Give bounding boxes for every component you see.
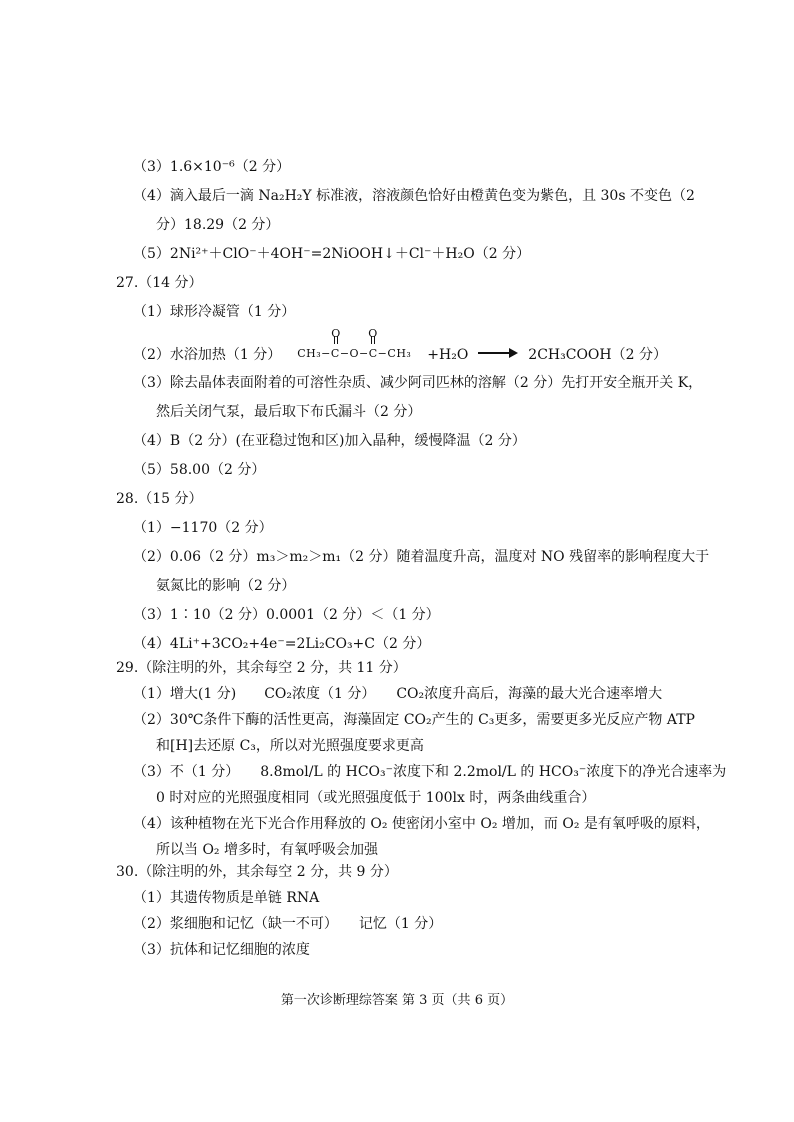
- answer-29-4-cont: 所以当 O₂ 增多时，有氧呼吸会加强: [156, 842, 378, 858]
- answer-30-1: （1）其遗传物质是单链 RNA: [133, 890, 320, 906]
- double-bond-1b: [337, 336, 339, 344]
- answer-27-2-prefix: （2）水浴加热（1 分）: [133, 347, 282, 363]
- answer-26-3: （3）1.6×10⁻⁶（2 分）: [133, 159, 291, 175]
- answer-27-1: （1）球形冷凝管（1 分）: [133, 304, 296, 320]
- answer-27-4: （4）B（2 分）(在亚稳过饱和区)加入晶种，缓慢降温（2 分）: [133, 433, 526, 449]
- anhydride-chain: CH₃−C−O−C−CH₃: [297, 347, 412, 360]
- answer-29-3-cont: 0 时对应的光照强度相同（或光照强度低于 100lx 时，两条曲线重合）: [156, 790, 596, 806]
- answer-29-3: （3）不（1 分） 8.8mol/L 的 HCO₃⁻浓度下和 2.2mol/L 的 HCO₃⁻浓度下的净光合速率为: [133, 764, 727, 780]
- question-30-heading: 30.（除注明的外，其余每空 2 分，共 9 分）: [116, 864, 398, 880]
- answer-28-2: （2）0.06（2 分）m₃＞m₂＞m₁（2 分）随着温度升高，温度对 NO 残留率的影响程度大于: [133, 549, 710, 565]
- answer-29-4: （4）该种植物在光下光合作用释放的 O₂ 使密闭小室中 O₂ 增加，而 O₂ 是有氧呼吸的原料，: [133, 816, 710, 832]
- water-term: +H₂O: [427, 347, 469, 363]
- answer-30-2: （2）浆细胞和记忆（缺一不可） 记忆（1 分）: [133, 916, 443, 932]
- double-bond-2: [371, 336, 373, 344]
- answer-26-5: （5）2Ni²⁺＋ClO⁻＋4OH⁻=2NiOOH↓＋Cl⁻＋H₂O（2 分）: [133, 246, 531, 262]
- question-27-heading: 27.（14 分）: [116, 275, 203, 291]
- question-29-heading: 29.（除注明的外，其余每空 2 分，共 11 分）: [116, 660, 407, 676]
- answer-26-4-cont: 分）18.29（2 分）: [156, 217, 280, 233]
- answer-26-4: （4）滴入最后一滴 Na₂H₂Y 标准液，溶液颜色恰好由橙黄色变为紫色，且 30s 不变色（2: [133, 188, 695, 204]
- reaction-arrow-icon: [478, 348, 518, 358]
- double-bond-2b: [374, 336, 376, 344]
- answer-30-3: （3）抗体和记忆细胞的浓度: [133, 942, 310, 958]
- answer-29-1: （1）增大(1 分) CO₂浓度（1 分） CO₂浓度升高后，海藻的最大光合速率增大: [133, 686, 663, 702]
- carbonyl-oxygen-2: O: [368, 327, 378, 340]
- acetic-anhydride-structure: [297, 327, 427, 363]
- answer-28-2-cont: 氨氮比的影响（2 分）: [156, 578, 296, 594]
- answer-27-3: （3）除去晶体表面附着的可溶性杂质、减少阿司匹林的溶解（2 分）先打开安全瓶开关 K，: [133, 375, 703, 391]
- answer-28-1: （1）−1170（2 分）: [133, 520, 273, 536]
- answer-29-2: （2）30℃条件下酶的活性更高，海藻固定 CO₂产生的 C₃更多，需要更多光反应产物 ATP: [133, 712, 695, 728]
- answer-27-5: （5）58.00（2 分）: [133, 462, 266, 478]
- double-bond-1: [334, 336, 336, 344]
- question-28-heading: 28.（15 分）: [116, 491, 203, 507]
- reaction-product: 2CH₃COOH（2 分）: [528, 347, 667, 363]
- answer-28-4: （4）4Li⁺+3CO₂+4e⁻=2Li₂CO₃+C（2 分）: [133, 636, 431, 652]
- answer-28-3: （3）1∶10（2 分）0.0001（2 分）＜（1 分）: [133, 607, 440, 623]
- carbonyl-oxygen-1: O: [331, 327, 341, 340]
- page-footer: 第一次诊断理综答案 第 3 页（共 6 页）: [280, 993, 514, 1008]
- answer-29-2-cont: 和[H]去还原 C₃，所以对光照强度要求更高: [156, 738, 424, 754]
- answer-27-2: [133, 327, 667, 364]
- answer-27-3-cont: 然后关闭气泵，最后取下布氏漏斗（2 分）: [156, 404, 422, 420]
